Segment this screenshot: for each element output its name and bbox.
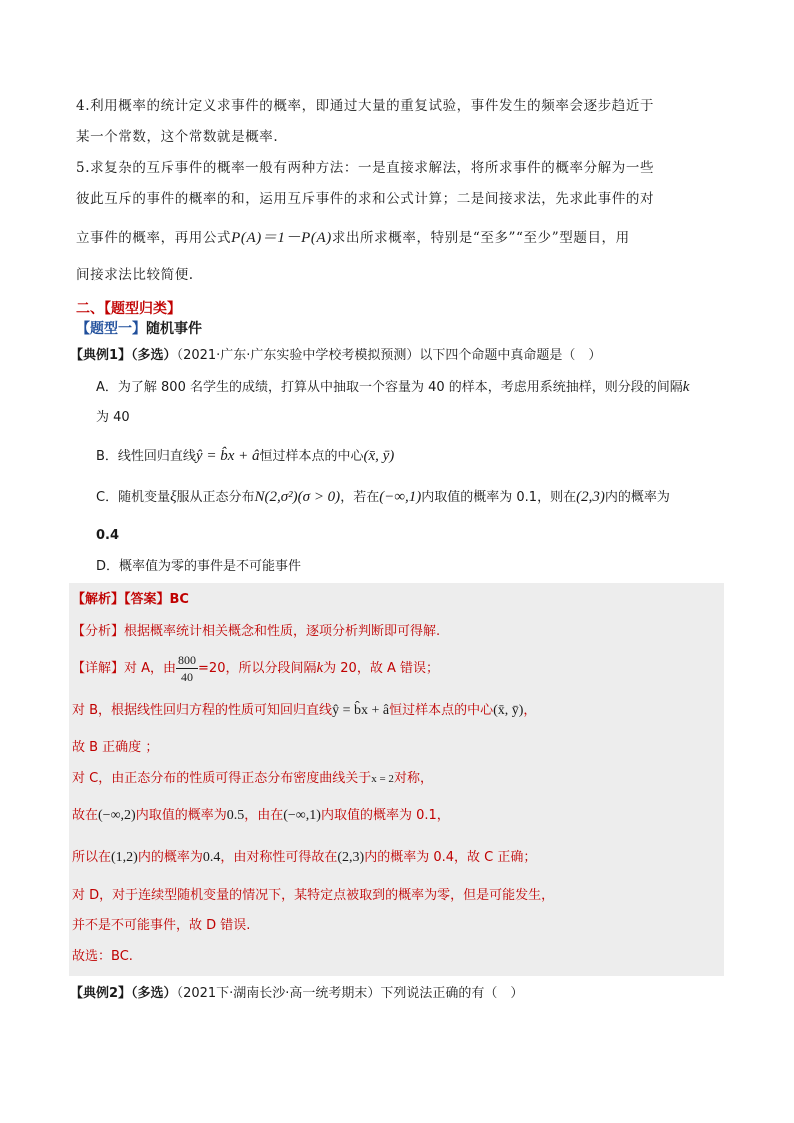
text-segment: ，由对称性可得故在	[220, 850, 338, 865]
knowledge-item-4-line1: 4.利用概率的统计定义求事件的概率，即通过大量的重复试验，事件发生的频率会逐步趋近于	[76, 98, 655, 114]
example-label: 【典例2】	[70, 986, 132, 1001]
solution-detail-d2: 并不是不可能事件，故 D 错误.	[72, 918, 251, 933]
math-value: 0.4	[202, 850, 221, 865]
text-segment: 内取值的概率为 0.1，则在	[421, 490, 577, 505]
sample-center: (x̄, ȳ)	[493, 703, 524, 718]
text-segment: 内取值的概率为	[135, 808, 227, 823]
interval: (2,3)	[337, 850, 365, 865]
solution-detail-c3	[72, 848, 536, 868]
solution-detail-a	[72, 652, 439, 685]
example-stem: 下列说法正确的有（ ）	[380, 986, 524, 1001]
option-d: D．概率值为零的事件是不可能事件	[96, 559, 302, 574]
sample-center: (x̄, ȳ)	[363, 448, 395, 464]
knowledge-item-5-line3	[76, 228, 630, 248]
knowledge-item-5-line2: 彼此互斥的事件的概率的和，运用互斥事件的求和公式计算；二是间接求法，先求此事件的对	[76, 191, 655, 207]
type-name: 随机事件	[146, 321, 202, 337]
example-source: （2021下·湖南长沙·高一统考期末）	[176, 986, 381, 1001]
math-k: k	[682, 379, 690, 395]
example-label: 【典例1】	[70, 348, 132, 363]
interval: (−∞,2)	[98, 808, 136, 823]
section-title: 二、【题型归类】	[76, 301, 181, 317]
text-segment: 对称，	[393, 771, 433, 786]
text-segment: ，	[523, 703, 537, 718]
solution-answer: 【解析】【答案】BC	[72, 592, 189, 607]
solution-detail-c1	[72, 769, 433, 789]
text-segment: 所以在	[72, 850, 112, 865]
type-bracket: 【题型一】	[76, 321, 146, 337]
option-c-line1	[96, 487, 670, 508]
interval: (−∞,1)	[379, 489, 422, 505]
text-segment: ，由在	[244, 808, 284, 823]
text-segment: 内的概率为	[604, 490, 670, 505]
option-b	[96, 446, 394, 467]
text-segment: 故在	[72, 808, 99, 823]
example-kind: （多选）	[131, 986, 177, 1001]
text-segment: 对 B，根据线性回归方程的性质可知回归直线	[72, 703, 333, 718]
text-segment: ，若在	[340, 490, 380, 505]
math-value: 0.5	[226, 808, 245, 823]
type-heading	[76, 319, 202, 339]
example-source: （2021·广东·广东实验中学校考模拟预测）	[176, 348, 420, 363]
text-segment: A．为了解 800 名学生的成绩，打算从中抽取一个容量为 40 的样本，考虑用系统抽样，则分段的间隔	[96, 380, 683, 395]
text-segment: 服从正态分布	[176, 490, 255, 505]
math-x-equals-2: x = 2	[371, 773, 394, 785]
complement-formula: P(A)＝1－P(A)	[231, 230, 332, 246]
option-a-line2: 为 40	[96, 410, 130, 425]
text-segment: B．线性回归直线	[96, 449, 196, 464]
math-k: k	[316, 660, 324, 676]
fraction	[176, 652, 198, 685]
option-c-line2: 0.4	[96, 528, 120, 543]
interval: (−∞,1)	[283, 808, 321, 823]
math-xi: ξ	[170, 489, 177, 505]
solution-detail-d1: 对 D，对于连续型随机变量的情况下，某特定点被取到的概率为零，但是可能发生，	[72, 888, 555, 903]
text-segment: 内的概率为	[137, 850, 203, 865]
text-segment: 为 20，故 A 错误；	[323, 661, 439, 676]
knowledge-item-5-line1: 5.求复杂的互斥事件的概率一般有两种方法：一是直接求解法，将所求事件的概率分解为一些	[76, 160, 655, 176]
normal-distribution: N(2,σ²)(σ > 0)	[254, 489, 341, 505]
text-segment: =20，所以分段间隔	[198, 661, 317, 676]
regression-equation: ŷ = b̂x + â	[332, 703, 390, 718]
example-kind: （多选）	[131, 348, 177, 363]
text-segment: 恒过样本点的中心	[259, 449, 364, 464]
text-segment: 对 C，由正态分布的性质可得正态分布密度曲线关于	[72, 771, 372, 786]
interval: (1,2)	[111, 850, 138, 865]
text-segment: 立事件的概率，再用公式	[76, 230, 232, 246]
fraction-denominator: 40	[181, 670, 194, 684]
solution-analysis: 【分析】根据概率统计相关概念和性质，逐项分析判断即可得解.	[72, 624, 441, 639]
text-segment: 求出所求概率，特别是“至多”“至少”型题目，用	[331, 230, 630, 246]
solution-detail-b2: 故 B 正确度 ；	[72, 740, 159, 755]
text-segment: C．随机变量	[96, 490, 171, 505]
example-stem: 以下四个命题中真命题是（ ）	[419, 348, 602, 363]
knowledge-item-5-line4: 间接求法比较简便.	[76, 267, 194, 283]
knowledge-item-4-line2: 某一个常数，这个常数就是概率.	[76, 129, 279, 145]
example-2-header	[70, 984, 523, 1004]
text-segment: 恒过样本点的中心	[389, 703, 494, 718]
example-1-header	[70, 346, 601, 366]
regression-equation: ŷ = b̂x + â	[195, 448, 260, 464]
solution-conclusion: 故选：BC.	[72, 949, 133, 964]
solution-detail-c2	[72, 806, 450, 826]
text-segment: 内的概率为 0.4，故 C 正确；	[364, 850, 537, 865]
text-segment: 内取值的概率为 0.1，	[320, 808, 450, 823]
interval: (2,3)	[576, 489, 605, 505]
option-a-line1	[96, 377, 689, 398]
fraction-numerator: 800	[178, 653, 197, 667]
text-segment: 【详解】对 A，由	[72, 661, 177, 676]
solution-detail-b	[72, 701, 536, 721]
